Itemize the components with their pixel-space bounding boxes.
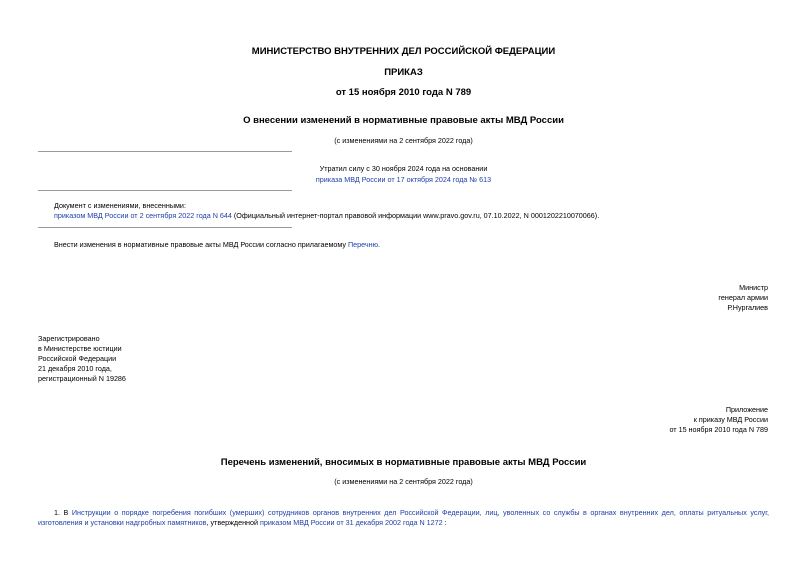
appendix-revision-note: (с изменениями на 2 сентября 2022 года) (334, 477, 473, 486)
signature-position: Министр (739, 283, 768, 292)
repeal-order-link[interactable]: приказа МВД России от 17 октября 2024 года № 613 (315, 175, 492, 184)
order-1272-link[interactable]: приказом МВД России от 31 декабря 2002 года N 1272 (260, 518, 443, 527)
body-paragraph: Внести изменения в нормативные правовые акты МВД России согласно прилагаемому Перечню. (54, 240, 381, 249)
list-link[interactable]: Перечню (348, 240, 379, 249)
appendix-reference: Приложение к приказу МВД России от 15 ноября 2010 года N 789 (669, 405, 768, 434)
signature-rank: генерал армии (718, 293, 768, 302)
divider (38, 151, 292, 152)
doc-type-heading: ПРИКАЗ (384, 67, 423, 78)
amendments-line (54, 211, 784, 221)
status-link-line (0, 175, 807, 184)
item-1-paragraph: 1. В Инструкции о порядке погребения погибших (умерших) сотрудников органов внутренних дел Российской Федерации, лиц, уволенных со службы в органах внутренних дел, оплаты ритуальных услуг, изготовления и установки надгробных памятников, утвержденной приказом МВД России от 31 декабря 2002 года N 1272 : (38, 508, 769, 527)
appendix-title: Перечень изменений, вносимых в нормативные правовые акты МВД России (220, 457, 587, 468)
doc-title: О внесении изменений в нормативные правовые акты МВД России (243, 115, 564, 126)
registration-block: Зарегистрировано в Министерстве юстиции Российской Федерации 21 декабря 2010 года, регистрационный N 19286 (38, 334, 126, 383)
ministry-heading: МИНИСТЕРСТВО ВНУТРЕННИХ ДЕЛ РОССИЙСКОЙ ФЕДЕРАЦИИ (251, 46, 556, 57)
divider (38, 227, 292, 228)
instruction-link[interactable]: Инструкции о порядке погребения погибших (умерших) сотрудников органов внутренних дел Российской Федерации, лиц, уволенных со службы в органах внутренних дел, оплаты ритуальных услуг, изготовления и установки надгробных памятников (38, 508, 769, 527)
revision-note: (с изменениями на 2 сентября 2022 года) (334, 136, 473, 145)
amendment-source: (Официальный интернет-портал правовой информации www.pravo.gov.ru, 07.10.2022, N 0001202210070066). (231, 211, 600, 220)
status-text: Утратил силу с 30 ноября 2024 года на основании (319, 164, 488, 173)
divider (38, 190, 292, 191)
amendments-label: Документ с изменениями, внесенными: (54, 201, 186, 210)
signature-block (500, 283, 768, 313)
doc-date-number: от 15 ноября 2010 года N 789 (335, 87, 472, 98)
signature-name: Р.Нургалиев (727, 303, 768, 312)
amendment-order-link[interactable]: приказом МВД России от 2 сентября 2022 года N 644 (54, 211, 232, 220)
